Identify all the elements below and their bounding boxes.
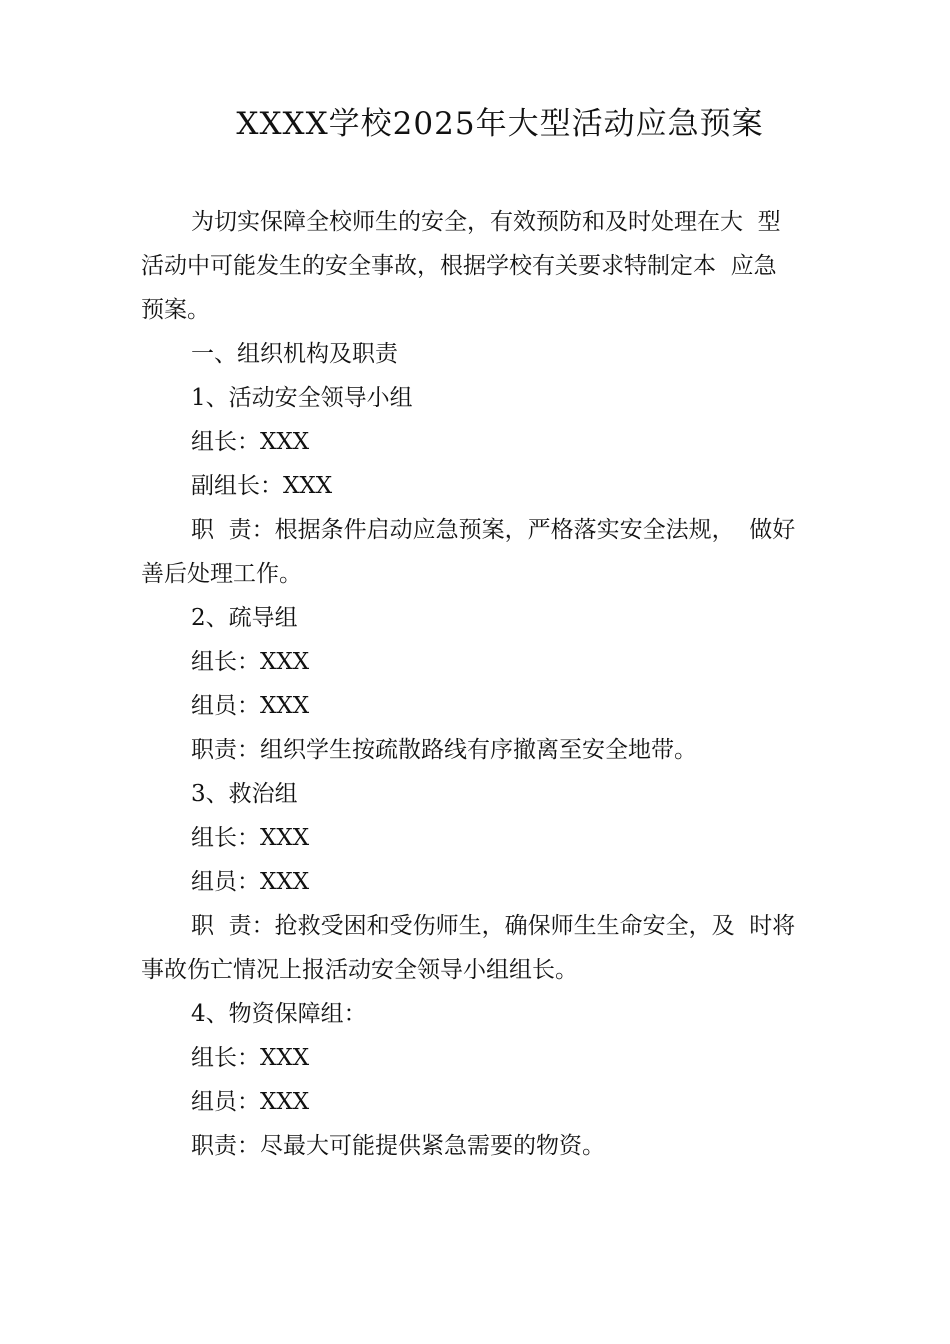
document-line: 组员：XXX bbox=[191, 693, 310, 719]
document-line: 预案。 bbox=[141, 297, 210, 323]
document-line: 3、救治组 bbox=[191, 781, 298, 807]
document-line: 为切实保障全校师生的安全，有效预防和及时处理在大 型 bbox=[191, 209, 781, 235]
document-line: 善后处理工作。 bbox=[141, 561, 302, 587]
document-line: 职 责：根据条件启动应急预案，严格落实安全法规， 做好 bbox=[191, 517, 796, 543]
document-line: 组长：XXX bbox=[191, 649, 310, 675]
document-line: 职责：组织学生按疏散路线有序撤离至安全地带。 bbox=[191, 737, 697, 763]
document-line: 组长：XXX bbox=[191, 825, 310, 851]
document-line: 1、活动安全领导小组 bbox=[191, 385, 413, 411]
document-line: 2、疏导组 bbox=[191, 605, 298, 631]
document-title: XXXX学校2025年大型活动应急预案 bbox=[236, 106, 764, 142]
document-line: 组长：XXX bbox=[191, 429, 310, 455]
document-line: 一、组织机构及职责 bbox=[191, 341, 398, 367]
document-line: 副组长：XXX bbox=[191, 473, 333, 499]
document-line: 职 责：抢救受困和受伤师生，确保师生生命安全，及 时将 bbox=[191, 913, 796, 939]
document-line: 组员：XXX bbox=[191, 869, 310, 895]
document-body bbox=[141, 200, 831, 1168]
document-line: 组长：XXX bbox=[191, 1045, 310, 1071]
document-line: 组员：XXX bbox=[191, 1089, 310, 1115]
document-line: 4、物资保障组： bbox=[191, 1001, 367, 1027]
document-line: 活动中可能发生的安全事故，根据学校有关要求特制定本 应急 bbox=[141, 253, 777, 279]
document-line: 职责：尽最大可能提供紧急需要的物资。 bbox=[191, 1133, 605, 1159]
document-line: 事故伤亡情况上报活动安全领导小组组长。 bbox=[141, 957, 578, 983]
